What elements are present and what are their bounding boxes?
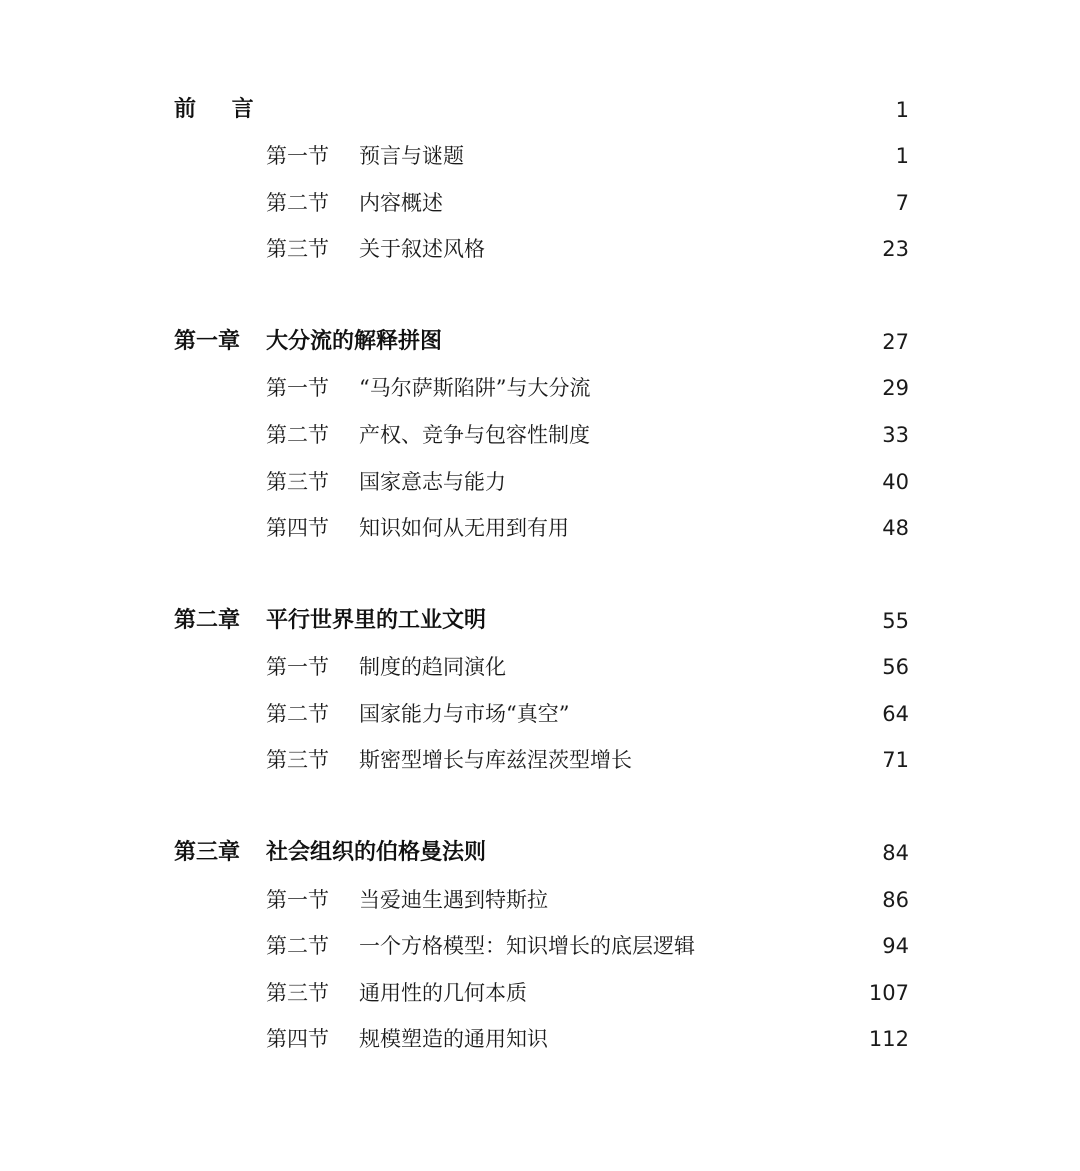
toc-section-row[interactable] [0,696,1080,732]
toc-section-row[interactable] [0,510,1080,546]
page-number: 107 [868,981,909,1005]
chapter-title: 大分流的解释拼图 [266,329,443,354]
section-title: 规模塑造的通用知识 [359,1027,548,1051]
toc-section-row[interactable] [0,370,1080,406]
page-number: 40 [882,470,909,494]
toc-section-row[interactable] [0,464,1080,500]
section-number: 第二节 [266,702,329,726]
toc-chapter-row[interactable] [0,92,1080,128]
section-number: 第三节 [266,237,329,261]
section-number: 第一节 [266,376,329,400]
toc-section-row[interactable] [0,185,1080,221]
section-number: 第三节 [266,470,329,494]
page-number: 84 [882,841,909,865]
section-title: 国家意志与能力 [359,470,506,494]
page-number: 27 [882,330,909,354]
page-number: 1 [895,98,909,122]
page-number: 55 [882,609,909,633]
toc-section-row[interactable] [0,975,1080,1011]
toc-chapter-row[interactable] [0,603,1080,639]
page-number: 48 [882,516,909,540]
section-number: 第三节 [266,981,329,1005]
section-number: 第二节 [266,191,329,215]
section-title: 国家能力与市场“真空” [359,702,570,726]
toc-section-row[interactable] [0,417,1080,453]
toc-section-row[interactable] [0,1021,1080,1057]
section-number: 第二节 [266,934,329,958]
section-number: 第三节 [266,748,329,772]
page-number: 86 [882,888,909,912]
section-title: 斯密型增长与库兹涅茨型增长 [359,748,632,772]
section-title: 当爱迪生遇到特斯拉 [359,888,548,912]
page-number: 64 [882,702,909,726]
toc-section-row[interactable] [0,928,1080,964]
section-title: 关于叙述风格 [359,237,485,261]
page-number: 71 [882,748,909,772]
toc-section-row[interactable] [0,231,1080,267]
page-number: 56 [882,655,909,679]
chapter-number: 第二章 [174,608,241,633]
page-number: 7 [895,191,909,215]
page-number: 23 [882,237,909,261]
page-number: 94 [882,934,909,958]
section-title: 制度的趋同演化 [359,655,506,679]
toc-chapter-row[interactable] [0,835,1080,871]
page-number: 112 [868,1027,909,1051]
section-title: “马尔萨斯陷阱”与大分流 [359,376,591,400]
section-title: 内容概述 [359,191,443,215]
chapter-number: 第三章 [174,840,241,865]
section-title: 知识如何从无用到有用 [359,516,569,540]
section-number: 第二节 [266,423,329,447]
section-title: 预言与谜题 [359,144,464,168]
toc-chapter-row[interactable] [0,324,1080,360]
section-number: 第四节 [266,516,329,540]
section-number: 第一节 [266,655,329,679]
section-number: 第一节 [266,888,329,912]
toc-section-row[interactable] [0,649,1080,685]
page-number: 29 [882,376,909,400]
chapter-number: 第一章 [174,329,241,354]
chapter-number: 前 言 [174,97,268,122]
toc-section-row[interactable] [0,742,1080,778]
page-number: 33 [882,423,909,447]
page-number: 1 [895,144,909,168]
toc-section-row[interactable] [0,138,1080,174]
section-title: 一个方格模型：知识增长的底层逻辑 [359,934,695,958]
chapter-title: 平行世界里的工业文明 [266,608,487,633]
section-title: 产权、竞争与包容性制度 [359,423,590,447]
toc-section-row[interactable] [0,882,1080,918]
section-number: 第一节 [266,144,329,168]
section-title: 通用性的几何本质 [359,981,527,1005]
section-number: 第四节 [266,1027,329,1051]
chapter-title: 社会组织的伯格曼法则 [266,840,487,865]
